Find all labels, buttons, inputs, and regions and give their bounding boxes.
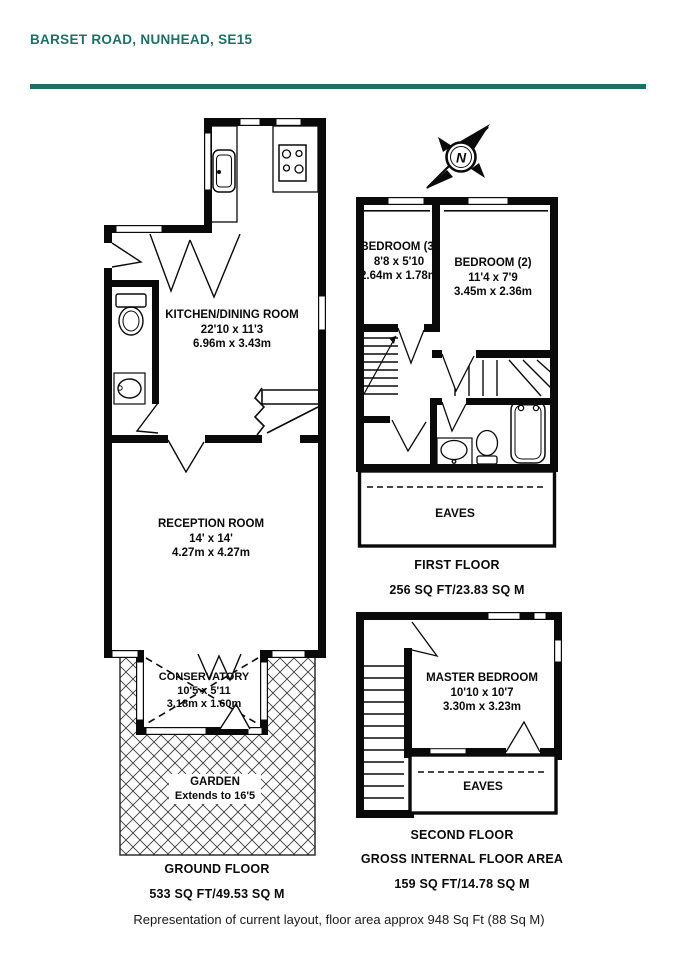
room-dims-metric: 6.96m x 3.43m — [192, 338, 271, 350]
compass-n-label: N — [455, 149, 467, 166]
disclaimer-text: Representation of current layout, floor area approx 948 Sq Ft (88 Sq M) — [133, 912, 545, 927]
room-name: CONSERVATORY — [158, 671, 250, 683]
room-dims-metric: 4.27m x 4.27m — [171, 547, 250, 559]
room-dims-imperial: 10'5 x 5'11 — [177, 684, 231, 697]
first-stairs-middle — [455, 360, 556, 396]
ground-walls — [104, 118, 326, 735]
first-floor-area: 256 SQ FT/23.83 SQ M — [389, 583, 525, 597]
kitchen-room-label — [165, 308, 299, 352]
room-dims-imperial: 10'10 x 10'7 — [450, 686, 514, 699]
reception-room-label — [158, 517, 264, 561]
wc-door — [137, 403, 158, 433]
room-name: RECEPTION ROOM — [157, 518, 265, 530]
toilet-icon — [116, 294, 146, 335]
landing-door — [392, 420, 426, 451]
reception-door — [168, 440, 204, 472]
ground-floor-caption: GROUND FLOOR — [164, 862, 270, 876]
second-stairs — [364, 666, 404, 798]
room-name: BEDROOM (3) — [360, 241, 438, 253]
room-name: GARDEN — [190, 776, 240, 788]
garden-label — [169, 774, 261, 804]
room-name: MASTER BEDROOM — [426, 672, 538, 684]
page-title: BARSET ROAD, NUNHEAD, SE15 — [30, 32, 253, 47]
second-floor-caption: SECOND FLOOR — [410, 828, 514, 842]
room-dims-metric: 3.30m x 3.23m — [442, 701, 521, 713]
kitchen-fixtures — [211, 126, 318, 222]
ground-stairs — [255, 388, 318, 435]
conservatory-room-label — [159, 671, 249, 712]
bathtub-icon — [511, 401, 545, 463]
second-floor-plan — [356, 612, 562, 818]
compass-north-icon — [426, 124, 490, 189]
ground-floor-area: 533 SQ FT/49.53 SQ M — [149, 887, 285, 901]
basin-icon — [114, 373, 145, 404]
hall-door-right — [190, 234, 240, 297]
master-bedroom-door — [412, 622, 437, 656]
bathroom-door — [442, 402, 466, 431]
ground-floor-plan — [104, 118, 326, 855]
room-dims-metric: 2.64m x 1.78m — [359, 270, 439, 282]
room-dims-metric: 3.18m x 1.60m — [166, 698, 242, 710]
room-name: BEDROOM (2) — [454, 257, 532, 269]
room-dims-imperial: 22'10 x 11'3 — [200, 323, 264, 336]
wc-fixtures — [114, 294, 146, 404]
room-dims-imperial: 14' x 14' — [189, 532, 233, 545]
first-walls — [356, 197, 558, 472]
counter-left — [211, 126, 237, 222]
first-eaves-label: EAVES — [435, 506, 475, 520]
bedroom3-room-label — [360, 240, 438, 284]
washbasin-icon — [437, 438, 472, 465]
toilet2-icon — [477, 431, 498, 465]
second-eaves-label: EAVES — [463, 779, 503, 793]
room-dims-imperial: 8'8 x 5'10 — [373, 255, 425, 268]
first-stairs-left — [362, 336, 398, 394]
second-eaves-door — [506, 722, 540, 752]
bedroom2-room-label — [454, 256, 532, 300]
hob-icon — [279, 145, 306, 181]
master-bedroom-label — [426, 671, 538, 715]
first-floor-caption: FIRST FLOOR — [414, 558, 500, 572]
second-floor-subcaption: GROSS INTERNAL FLOOR AREA — [360, 852, 564, 866]
room-dims-metric: 3.45m x 2.36m — [453, 286, 533, 298]
sink-icon — [213, 150, 235, 192]
bedroom3-door — [398, 328, 424, 363]
room-name: KITCHEN/DINING ROOM — [165, 309, 299, 321]
second-floor-area: 159 SQ FT/14.78 SQ M — [394, 877, 530, 891]
entrance-door — [112, 243, 141, 267]
room-dims-imperial: 11'4 x 7'9 — [468, 271, 518, 284]
garden-note: Extends to 16'5 — [174, 790, 256, 802]
